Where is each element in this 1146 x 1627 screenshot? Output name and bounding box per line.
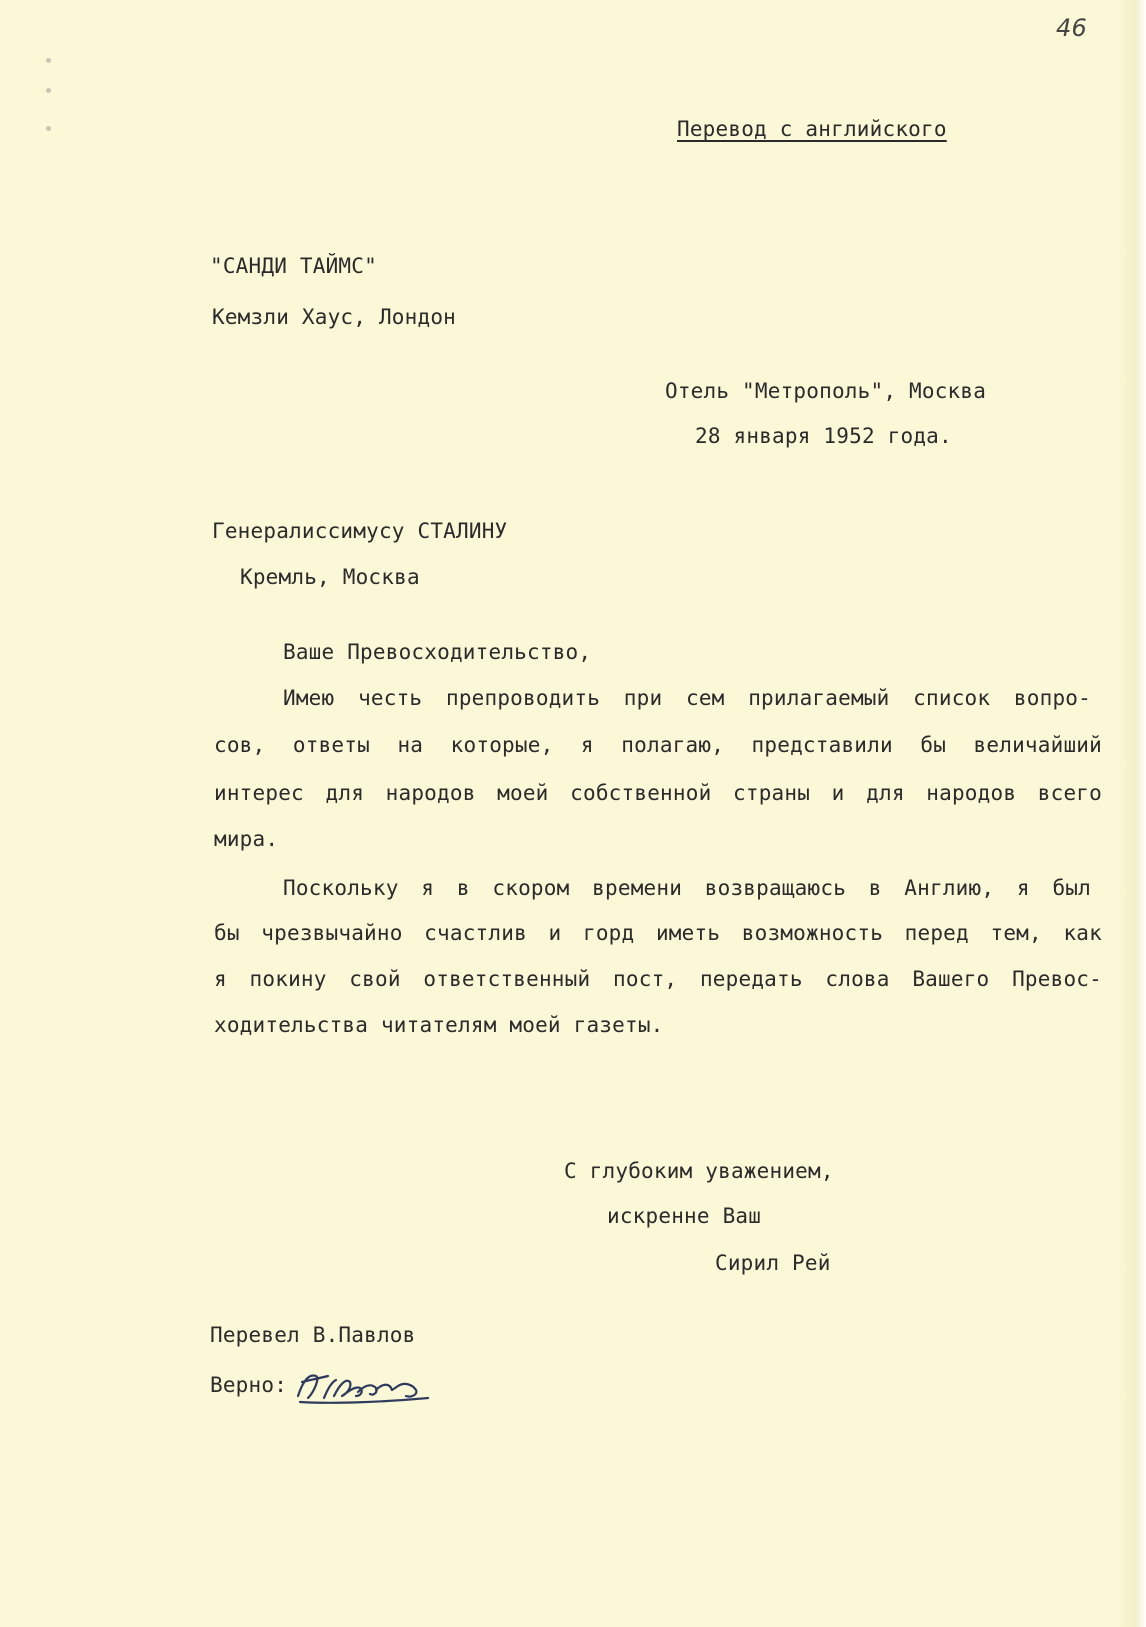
page-edge bbox=[1118, 0, 1146, 1627]
addressee-name: Генералиссимусу СТАЛИНУ bbox=[212, 519, 508, 543]
body-line: ходительства читателям моей газеты. bbox=[214, 1013, 664, 1037]
body-line: мира. bbox=[214, 827, 279, 851]
addressee-address: Кремль, Москва bbox=[240, 565, 420, 589]
place-line: Отель "Метрополь", Москва bbox=[665, 379, 987, 403]
handwritten-signature bbox=[294, 1368, 434, 1408]
body-line: Имею честь препроводить при сем прилагаемый список вопро- bbox=[283, 686, 1091, 710]
sender-address: Кемзли Хаус, Лондон bbox=[212, 305, 457, 329]
punch-hole-mark bbox=[46, 88, 51, 93]
date-line: 28 января 1952 года. bbox=[695, 424, 952, 448]
body-line: интерес для народов моей собственной страны и для народов всего bbox=[214, 781, 1102, 805]
body-line: я покину свой ответственный пост, передать слова Вашего Превос- bbox=[214, 967, 1102, 991]
translation-note: Перевод с английского bbox=[677, 117, 947, 141]
signer-name: Сирил Рей bbox=[715, 1251, 831, 1275]
punch-hole-mark bbox=[46, 58, 51, 63]
salutation: Ваше Превосходительство, bbox=[283, 640, 592, 664]
translator-line: Перевел В.Павлов bbox=[210, 1323, 416, 1347]
body-line: сов, ответы на которые, я полагаю, представили бы величайший bbox=[214, 733, 1102, 757]
closing-line: искренне Ваш bbox=[607, 1204, 762, 1228]
page-number: 46 bbox=[1056, 14, 1087, 42]
closing-line: С глубоким уважением, bbox=[564, 1159, 834, 1183]
sender-name: "САНДИ ТАЙМС" bbox=[210, 254, 377, 278]
body-line: Поскольку я в скором времени возвращаюсь в Англию, я был bbox=[283, 876, 1091, 900]
punch-hole-mark bbox=[46, 126, 51, 131]
verified-label: Верно: bbox=[210, 1373, 288, 1397]
body-line: бы чрезвычайно счастлив и горд иметь возможность перед тем, как bbox=[214, 921, 1102, 945]
